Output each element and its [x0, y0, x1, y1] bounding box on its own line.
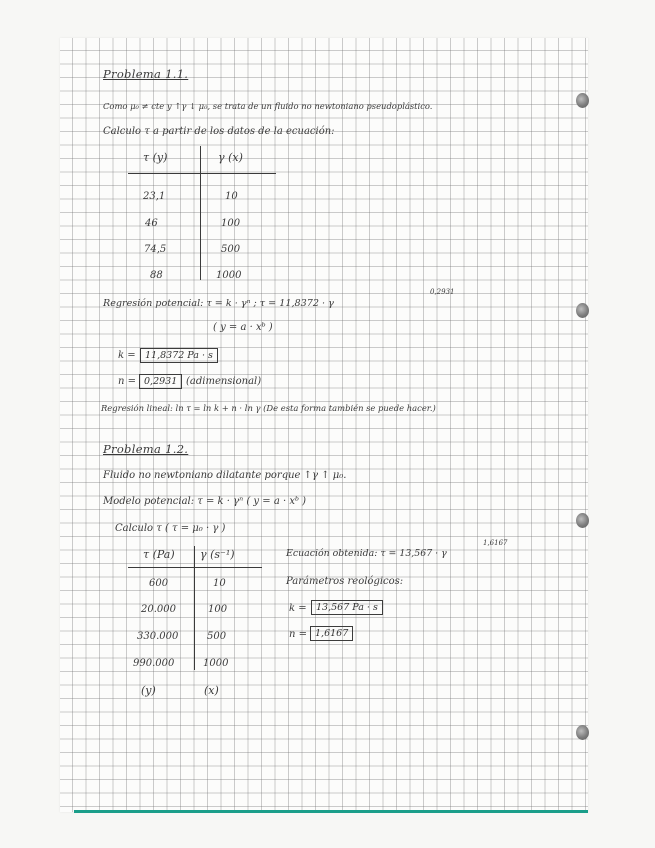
table-1-row-1-gamma: 10 [225, 191, 238, 202]
binder-hole-icon [576, 303, 589, 318]
binder-hole-icon [576, 725, 589, 740]
grid-paper-sheet [60, 38, 588, 812]
table-2-axis-y: (y) [141, 684, 156, 697]
table-2-row-3-gamma: 500 [207, 631, 227, 642]
problem-1-n-note: (adimensional) [186, 376, 262, 387]
problem-1-n-result: 0,2931 [139, 374, 182, 389]
problem-1-k-result: 11,8372 Pa · s [140, 348, 218, 363]
problem-1-model-form: ( y = a · xᵇ ) [213, 322, 273, 333]
table-1-header-rule [128, 173, 276, 174]
problem-1-k-label: k = [118, 350, 136, 361]
problem-2-intro: Fluido no newtoniano dilatante porque ↑γ ↑ μ₀. [103, 470, 347, 481]
problem-2-k-result: 13,567 Pa · s [311, 600, 383, 615]
table-1-header-gamma: γ (x) [218, 151, 243, 164]
sheet-bottom-edge [74, 810, 588, 813]
table-1-header-tau: τ (y) [143, 151, 168, 164]
problem-1-regression-linear: Regresión lineal: ln τ = ln k + n · ln γ (De esta forma también se puede hacer.) [101, 403, 436, 413]
problem-2-model: Modelo potencial: τ = k · γⁿ ( y = a · xᵇ ) [103, 496, 307, 507]
table-2-row-1-tau: 600 [149, 578, 169, 589]
table-1-divider [200, 146, 201, 280]
table-1-row-2-gamma: 100 [221, 218, 241, 229]
problem-2-n-result: 1,6167 [310, 626, 353, 641]
table-2-row-3-tau: 330.000 [137, 631, 179, 642]
table-1-row-1-tau: 23,1 [143, 191, 166, 202]
table-2-row-4-tau: 990.000 [133, 658, 175, 669]
table-2-row-2-tau: 20.000 [141, 604, 176, 615]
table-1-row-4-tau: 88 [150, 270, 163, 281]
table-1-row-2-tau: 46 [145, 218, 158, 229]
problem-1-intro: Como μ₀ ≠ cte y ↑γ ↓ μ₀, se trata de un fluido no newtoniano pseudoplástico. [103, 101, 433, 111]
table-2-header-gamma: γ (s⁻¹) [200, 548, 235, 561]
table-2-row-4-gamma: 1000 [203, 658, 229, 669]
table-2-axis-x: (x) [204, 684, 219, 697]
problem-2-k-label: k = [289, 603, 307, 614]
table-2-row-2-gamma: 100 [208, 604, 228, 615]
binder-hole-icon [576, 93, 589, 108]
problem-1-title: Problema 1.1. [103, 67, 189, 81]
table-1-row-3-tau: 74,5 [144, 244, 167, 255]
problem-1-n-label: n = [118, 376, 136, 387]
problem-2-equation: Ecuación obtenida: τ = 13,567 · γ [286, 548, 447, 559]
problem-2-title: Problema 1.2. [103, 442, 189, 456]
binder-hole-icon [576, 513, 589, 528]
table-2-header-tau: τ (Pa) [143, 548, 175, 561]
table-1-row-4-gamma: 1000 [216, 270, 242, 281]
problem-2-instruction: Calculo τ ( τ = μ₀ · γ ) [115, 523, 226, 534]
table-1-row-3-gamma: 500 [221, 244, 241, 255]
problem-1-regression-potential: Regresión potencial: τ = k · γⁿ ; τ = 11,8372 · γ [103, 298, 334, 309]
problem-1-regression-exponent: 0,2931 [430, 288, 455, 296]
table-2-divider [194, 546, 195, 670]
problem-1-instruction: Calculo τ a partir de los datos de la ecuación: [103, 126, 335, 137]
table-2-row-1-gamma: 10 [213, 578, 226, 589]
problem-2-n-label: n = [289, 629, 307, 640]
problem-2-params-title: Parámetros reológicos: [286, 576, 404, 587]
problem-2-equation-exponent: 1,6167 [483, 539, 508, 547]
